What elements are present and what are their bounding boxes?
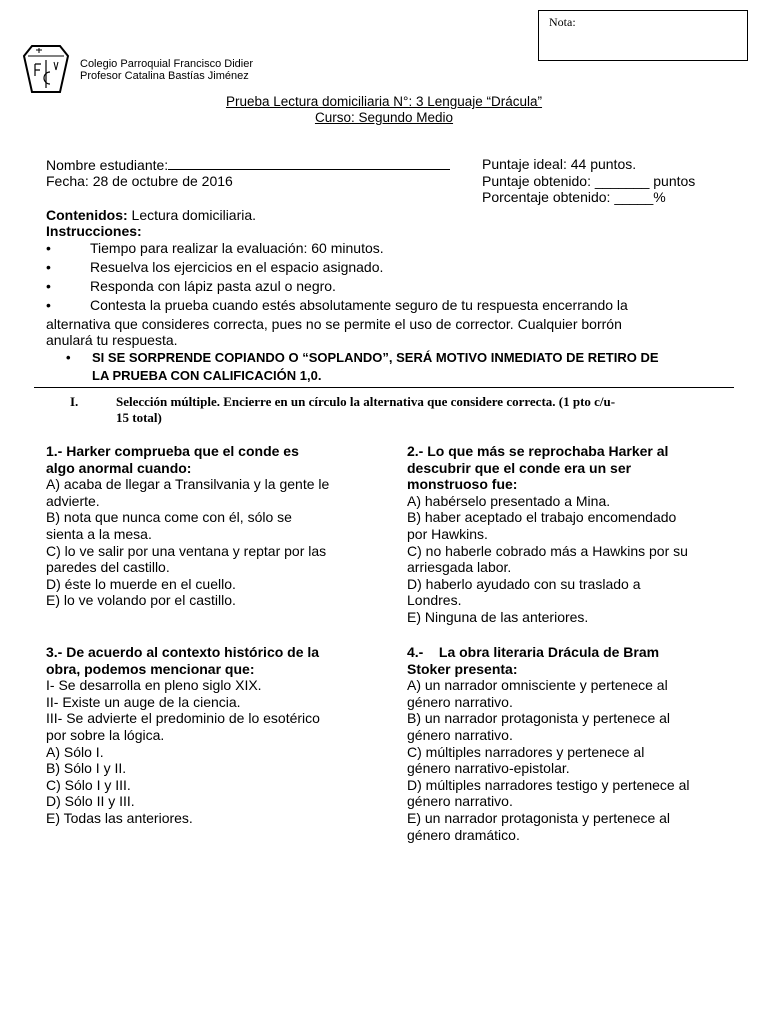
question-title [407, 644, 722, 677]
statement-line: II- Existe un auge de la ciencia. [46, 693, 241, 710]
option-line[interactable]: por Hawkins. [407, 525, 488, 542]
option-line[interactable]: paredes del castillo. [46, 559, 170, 576]
option-line[interactable]: D) múltiples narradores testigo y pertenece al [407, 776, 690, 793]
statement-line: III- Se advierte el predominio de lo esotérico [46, 710, 320, 727]
option-line[interactable]: A) acaba de llegar a Transilvania y la gente le [46, 476, 330, 493]
question-title-line: algo anormal cuando: [46, 459, 192, 476]
instruction-continuation: anulará tu respuesta. [46, 332, 178, 348]
instruction-text: Resuelva los ejercicios en el espacio asignado. [90, 259, 384, 275]
question-title-line: Stoker presenta: [407, 660, 518, 677]
option-line[interactable]: D) Sólo II y III. [46, 793, 135, 810]
grade-box [538, 10, 748, 61]
option-line[interactable]: género narrativo. [407, 693, 513, 710]
section-heading [70, 394, 730, 426]
option-line[interactable]: género narrativo-epistolar. [407, 760, 570, 777]
option-line[interactable]: E) un narrador protagonista y pertenece al [407, 809, 671, 826]
instruction-item [46, 258, 383, 277]
option-line[interactable]: C) múltiples narradores y pertenece al [407, 743, 645, 760]
option-line[interactable]: E) lo ve volando por el castillo. [46, 592, 236, 609]
divider [34, 387, 734, 388]
school-logo [22, 42, 70, 96]
instructions-label: Instrucciones: [46, 223, 142, 239]
option-line[interactable]: B) nota que nunca come con él, sólo se [46, 509, 292, 526]
question-title-line: 1.- Harker comprueba que el conde es [46, 443, 299, 459]
option-line[interactable]: arriesgada labor. [407, 559, 512, 576]
copying-warning [66, 349, 726, 385]
option-line[interactable]: E) Todas las anteriores. [46, 809, 193, 826]
student-name-label: Nombre estudiante: [46, 157, 169, 173]
option-line[interactable]: Londres. [407, 592, 462, 609]
question-title [46, 644, 361, 677]
instruction-continuation: alternativa que consideres correcta, pues no se permite el uso de corrector. Cualquier borrón [46, 316, 622, 332]
question-title [46, 443, 361, 476]
question-1 [46, 443, 361, 609]
question-title-line: obra, podemos mencionar que: [46, 660, 255, 677]
instruction-text: Contesta la prueba cuando estés absolutamente seguro de tu respuesta encerrando la [90, 297, 628, 313]
bullet: • [46, 240, 51, 256]
ideal-score: Puntaje ideal: 44 puntos. [482, 156, 637, 172]
option-line[interactable]: C) lo ve salir por una ventana y reptar por las [46, 542, 327, 559]
instruction-item [46, 296, 628, 315]
question-title [407, 443, 722, 493]
date: Fecha: 28 de octubre de 2016 [46, 173, 233, 189]
grade-label: Nota: [549, 15, 576, 29]
contents-value: Lectura domiciliaria. [127, 207, 257, 223]
question-title-line: 3.- De acuerdo al contexto histórico de la [46, 644, 320, 660]
student-name-line[interactable] [168, 156, 450, 170]
section-number: I. [70, 394, 79, 409]
option-line[interactable]: A) habérselo presentado a Mina. [407, 492, 611, 509]
question-title-line: descubrir que el conde era un ser [407, 459, 632, 476]
option-line[interactable]: B) un narrador protagonista y pertenece al [407, 710, 671, 727]
question-title-line: 4.- La obra literaria Drácula de Bram [407, 644, 660, 660]
option-line[interactable]: C) Sólo I y III. [46, 776, 131, 793]
option-line[interactable]: género narrativo. [407, 726, 513, 743]
school-info [80, 58, 253, 82]
question-title-line: 2.- Lo que más se reprochaba Harker al [407, 443, 669, 459]
option-line[interactable]: género narrativo. [407, 793, 513, 810]
option-line[interactable]: sienta a la mesa. [46, 525, 152, 542]
option-line[interactable]: B) haber aceptado el trabajo encomendado [407, 509, 677, 526]
option-line[interactable]: D) haberlo ayudado con su traslado a [407, 575, 641, 592]
statement-line: por sobre la lógica. [46, 726, 165, 743]
test-title: Prueba Lectura domiciliaria N°: 3 Lenguaje “Drácula” [225, 94, 543, 109]
contents-row [46, 207, 256, 223]
percent-obtained: Porcentaje obtenido: _____% [482, 189, 666, 205]
option-line[interactable]: A) Sólo I. [46, 743, 104, 760]
bullet: • [46, 278, 51, 294]
option-line[interactable]: C) no haberle cobrado más a Hawkins por su [407, 542, 688, 559]
warning-line: LA PRUEBA CON CALIFICACIÓN 1,0. [92, 368, 322, 383]
option-line[interactable]: género dramático. [407, 826, 520, 843]
question-4 [407, 644, 722, 843]
statement-line: I- Se desarrolla en pleno siglo XIX. [46, 677, 262, 694]
section-line: Selección múltiple. Encierre en un círculo la alternativa que considere correcta. (1 pto c/u- [116, 394, 616, 409]
bullet: • [46, 259, 51, 275]
question-title-line: monstruoso fue: [407, 476, 518, 493]
course-title: Curso: Segundo Medio [314, 110, 454, 125]
instruction-text: Tiempo para realizar la evaluación: 60 minutos. [90, 240, 384, 256]
bullet: • [66, 350, 71, 365]
bullet: • [46, 297, 51, 313]
question-3 [46, 644, 361, 827]
warning-line: SI SE SORPRENDE COPIANDO O “SOPLANDO”, SERÁ MOTIVO INMEDIATO DE RETIRO DE [92, 350, 659, 365]
question-2 [407, 443, 722, 626]
option-line[interactable]: advierte. [46, 492, 100, 509]
section-line: 15 total) [116, 410, 162, 425]
instruction-item [46, 277, 336, 296]
obtained-score: Puntaje obtenido: _______ puntos [482, 173, 696, 189]
school-name: Colegio Parroquial Francisco Didier [80, 58, 254, 70]
instruction-item [46, 239, 384, 258]
student-name-row [46, 156, 450, 173]
option-line[interactable]: E) Ninguna de las anteriores. [407, 608, 589, 625]
contents-label: Contenidos: [46, 207, 128, 223]
instruction-text: Responda con lápiz pasta azul o negro. [90, 278, 336, 294]
option-line[interactable]: A) un narrador omnisciente y pertenece al [407, 677, 668, 694]
option-line[interactable]: B) Sólo I y II. [46, 760, 127, 777]
teacher-name: Profesor Catalina Bastías Jiménez [80, 70, 249, 82]
option-line[interactable]: D) éste lo muerde en el cuello. [46, 575, 236, 592]
